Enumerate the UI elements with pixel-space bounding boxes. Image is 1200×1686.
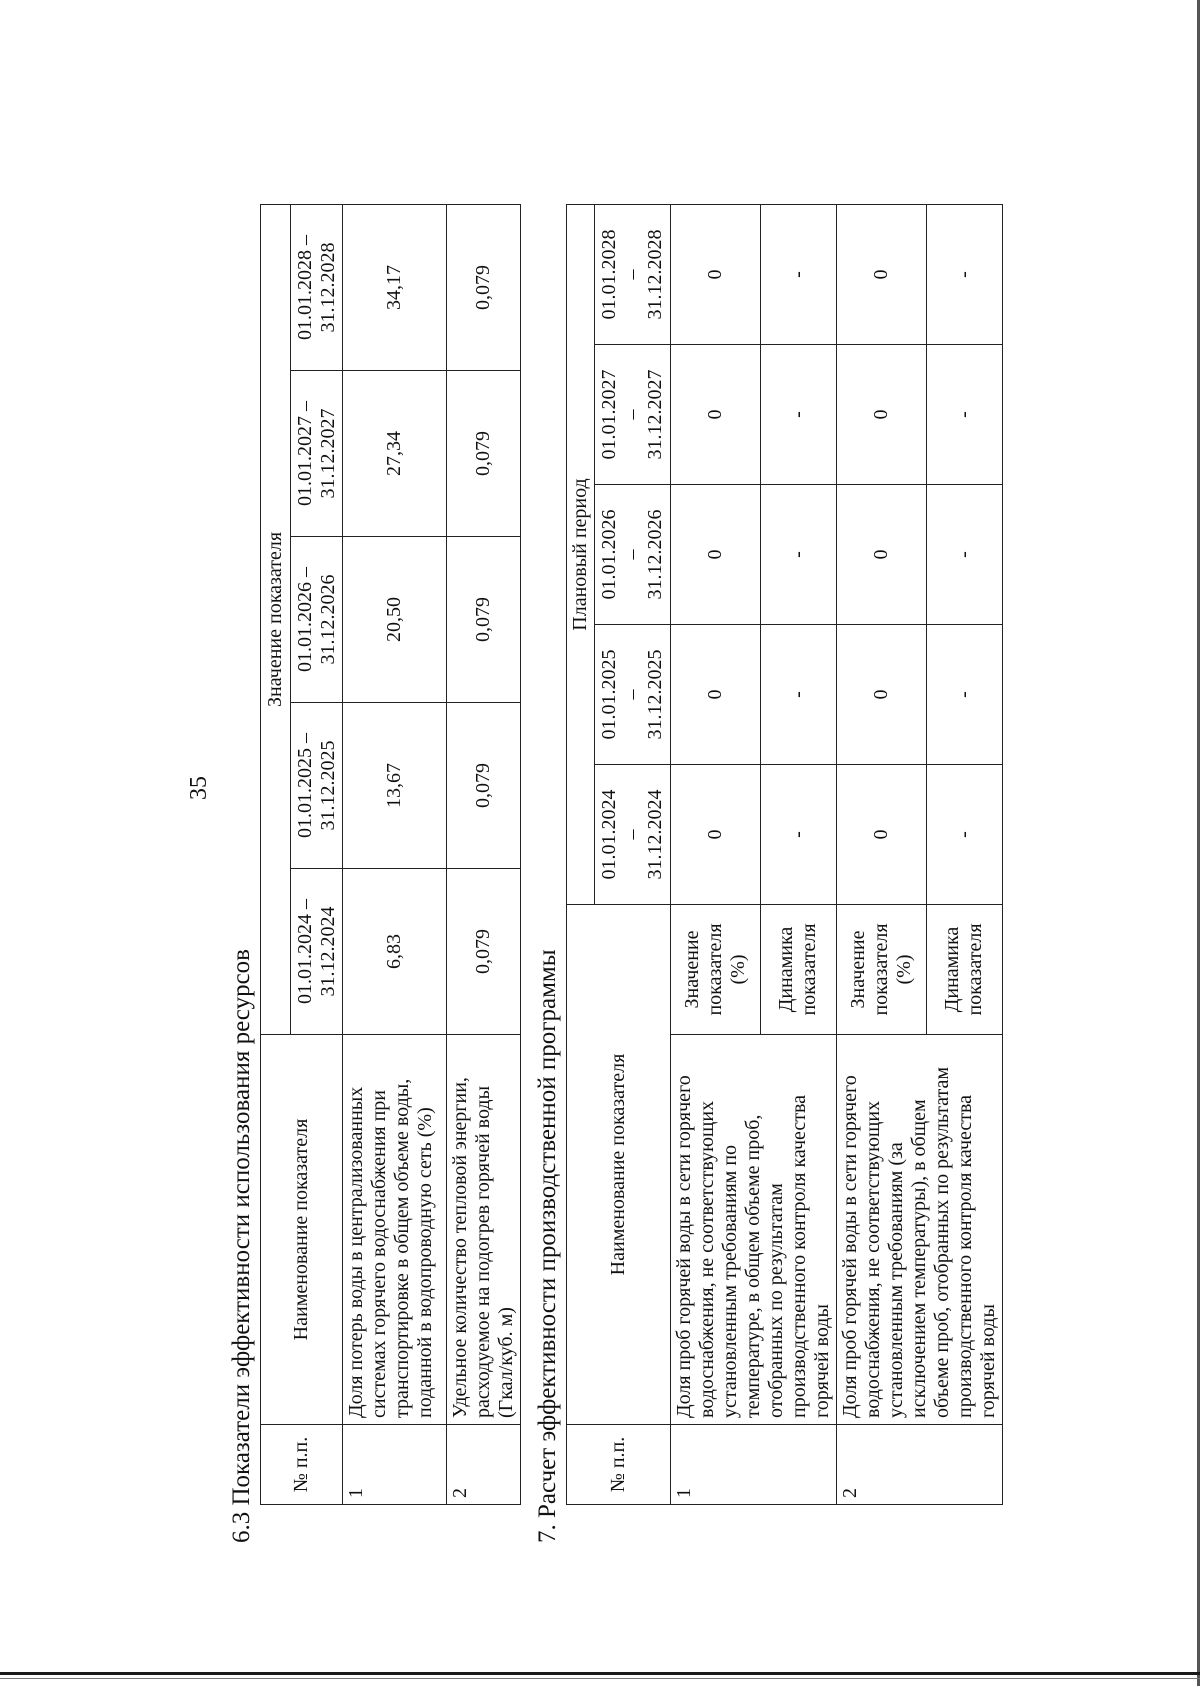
header-value-group: Значение показателя — [261, 204, 291, 1034]
page-number: 35 — [186, 776, 212, 800]
table-row — [837, 204, 927, 1504]
period-header: 01.01.2026 – 31.12.2026 — [595, 485, 671, 625]
row-value: - — [760, 345, 836, 485]
table-row — [447, 204, 521, 1504]
section-title-6-3: 6.3 Показатели эффективности использования ресурсов — [228, 949, 255, 1543]
sub-label: Динамика показателя — [760, 905, 836, 1035]
row-value: - — [926, 204, 1002, 344]
row-value: 0,079 — [447, 703, 521, 869]
row-value: 0 — [837, 625, 927, 765]
row-num: 2 — [837, 1425, 1003, 1505]
row-value: 0,079 — [447, 537, 521, 703]
row-value: 0 — [671, 204, 761, 344]
row-value: - — [926, 625, 1002, 765]
header-num: № п.п. — [567, 1425, 671, 1505]
row-name: Доля проб горячей воды в сети горячего водоснабжения, не соответствующих установленным требованиям (за исключением температуры), в общем объеме проб, отобранных по результатам производственного контроля качества горячей воды — [837, 1035, 1003, 1425]
row-value: - — [760, 204, 836, 344]
period-header: 01.01.2025 – 31.12.2025 — [595, 625, 671, 765]
row-num: 1 — [343, 1425, 447, 1505]
row-value: 0 — [671, 625, 761, 765]
row-value: 34,17 — [343, 204, 447, 370]
table-row — [671, 204, 761, 1504]
row-value: 0 — [671, 485, 761, 625]
row-value: 0 — [837, 485, 927, 625]
row-value: - — [760, 765, 836, 905]
header-name: Наименование показателя — [567, 905, 671, 1425]
row-value: 0 — [671, 345, 761, 485]
row-value: - — [926, 765, 1002, 905]
row-value: 0 — [837, 204, 927, 344]
period-header: 01.01.2024 – 31.12.2024 — [595, 765, 671, 905]
period-header: 01.01.2028 – 31.12.2028 — [595, 204, 671, 344]
scan-edge-bottom — [0, 1672, 1200, 1675]
period-header: 01.01.2027 – 31.12.2027 — [595, 345, 671, 485]
row-value: 0,079 — [447, 204, 521, 370]
header-num: № п.п. — [261, 1425, 343, 1505]
table-row — [343, 204, 447, 1504]
document-sheet — [80, 100, 1120, 1600]
row-value: - — [760, 485, 836, 625]
row-value: 27,34 — [343, 371, 447, 537]
row-value: 13,67 — [343, 703, 447, 869]
row-num: 2 — [447, 1425, 521, 1505]
row-value: 20,50 — [343, 537, 447, 703]
row-value: 0,079 — [447, 371, 521, 537]
row-value: 0,079 — [447, 869, 521, 1035]
resource-efficiency-table — [260, 204, 521, 1505]
row-name: Доля потерь воды в централизованных системах горячего водоснабжения при транспортировке в общем объеме воды, поданной в водопроводную сеть (%) — [343, 1035, 447, 1425]
period-header: 01.01.2025 – 31.12.2025 — [291, 703, 343, 869]
scan-edge-bottom-thin — [0, 1678, 1200, 1679]
row-name: Удельное количество тепловой энергии, расходуемое на подогрев горячей воды (Гкал/куб. м) — [447, 1035, 521, 1425]
production-program-efficiency-table — [566, 204, 1003, 1505]
row-value: 6,83 — [343, 869, 447, 1035]
section-title-7: 7. Расчет эффективности производственной программы — [534, 949, 561, 1543]
period-header: 01.01.2026 – 31.12.2026 — [291, 537, 343, 703]
sub-label: Динамика показателя — [926, 905, 1002, 1035]
row-value: - — [926, 485, 1002, 625]
row-value: 0 — [837, 345, 927, 485]
row-value: - — [760, 625, 836, 765]
row-value: - — [926, 345, 1002, 485]
period-header: 01.01.2024 – 31.12.2024 — [291, 869, 343, 1035]
row-name: Доля проб горячей воды в сети горячего водоснабжения, не соответствующих установленным требованиям по температуре, в общем объеме проб, отобранных по результатам производственного контроля качества горячей воды — [671, 1035, 837, 1425]
period-header: 01.01.2027 – 31.12.2027 — [291, 371, 343, 537]
header-name: Наименование показателя — [261, 1035, 343, 1425]
row-num: 1 — [671, 1425, 837, 1505]
period-header: 01.01.2028 – 31.12.2028 — [291, 204, 343, 370]
row-value: 0 — [671, 765, 761, 905]
sub-label: Значение показателя (%) — [837, 905, 927, 1035]
header-plan-group: Плановый период — [567, 204, 595, 904]
sub-label: Значение показателя (%) — [671, 905, 761, 1035]
row-value: 0 — [837, 765, 927, 905]
